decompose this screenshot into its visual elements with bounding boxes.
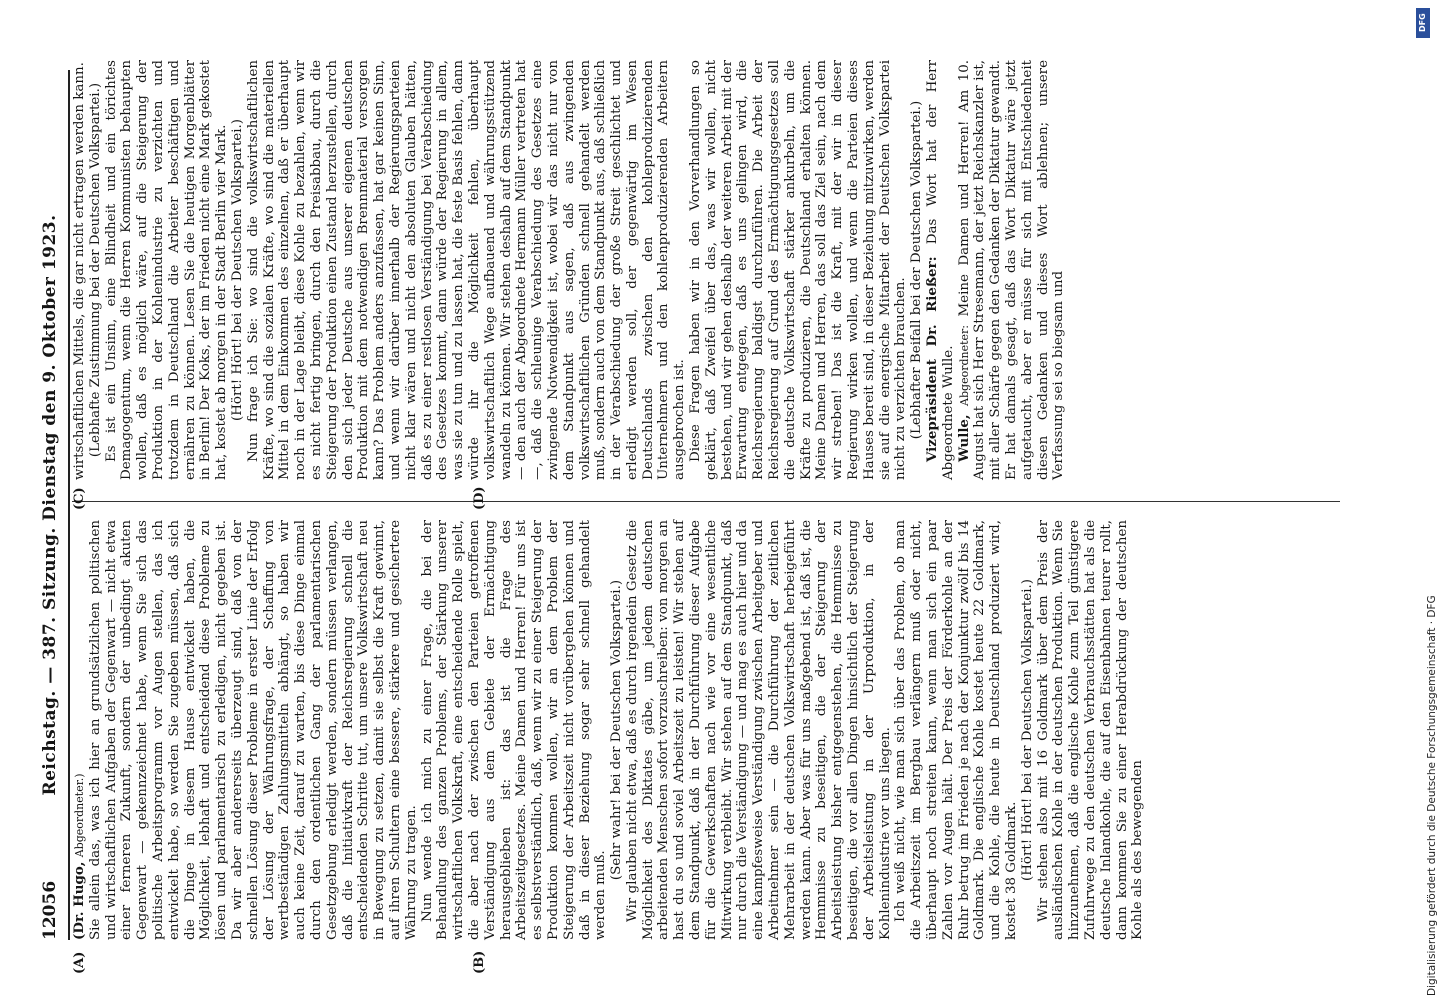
margin-letter-b: (B)	[472, 950, 487, 974]
paragraph-text: (Hört! Hört! bei der Deutschen Volkspartei.)	[1019, 579, 1035, 881]
column-divider	[72, 501, 1340, 502]
paragraph-text: Ich weiß nicht, wie man sich über das Problem, ob man die Arbeitszeit im Bergbau verlängern muß oder nicht, überhaupt noch streiten kann, wenn man sich ein paar Zahlen vor Augen hält. Der Preis der Förderkohle an der Ruhr betrug im Frieden je nach der Konjunktur zwölf bis 14 Goldmark. Die englische Kohle kostet heute 22 Goldmark, und die Kohle, die heute in Deutschland produziert wird, kostet 38 Goldmark.	[893, 520, 1020, 940]
speaker-role: Abgeordneter:	[957, 325, 971, 406]
paragraph	[1036, 520, 1147, 940]
paragraph-text: (Lebhafter Beifall bei der Deutschen Volkspartei.)	[909, 100, 925, 440]
paragraph	[246, 60, 688, 480]
paragraph-text: wirtschaftlichen Mittels, die gar nicht ertragen werden kann.	[72, 62, 87, 480]
speaker-role: Abgeordneter.)	[73, 773, 86, 858]
paragraph-text: Wir stehen also mit 16 Goldmark über dem Preis der ausländischen Kohle in der deutschen Produktion. Wenn Sie hinzunehmen, daß die englische Kohle zum Teil günstigere Zufuhrwege zu den deutschen Verbrauchsstätten hat als die deutsche Inlandkohle, die auf den Eisenbahnen teurer rollt, dann kommen Sie zu einer Herabdrückung der deutschen Kohle als des bewegenden	[1035, 520, 1146, 940]
margin-letter-c: (C)	[72, 487, 87, 510]
page-header	[34, 70, 70, 940]
speaker-name: (Dr. Hugo,	[71, 861, 87, 940]
speaker-name: Vizepräsident Dr. Rießer:	[924, 256, 941, 462]
paragraph-text: (Sehr wahr! bei der Deutschen Volkspartei.)	[609, 579, 625, 881]
paragraph	[957, 60, 1068, 480]
paragraph	[1020, 520, 1036, 940]
left-column	[72, 520, 1340, 940]
paragraph	[893, 520, 1019, 940]
paragraph-text: (Hört! Hört! bei der Deutschen Volkspartei.)	[229, 119, 245, 421]
right-column	[72, 60, 1340, 480]
dfg-logo: DFG	[1416, 8, 1430, 38]
paragraph-text: Meine Damen und Herren! Am 10. August hat sich Herr Stresemann, der jetzt Reichskanzler ist, mit aller Schärfe gegen den Gedanken der Diktatur gewandt. Er hat damals gesagt, daß das Wort Diktatur wäre jetzt aufgetaucht, aber er müsse für sich mit Entschiedenheit diesen Gedanken und dieses Wort ablehnen; unsere Verfassung sei so biegsam und	[956, 60, 1067, 480]
paragraph-text: (Lebhafte Zustimmung bei der Deutschen Volkspartei.)	[87, 82, 103, 458]
paragraph	[104, 60, 230, 480]
paragraph	[420, 520, 610, 940]
paragraph-text: Wir glauben nicht etwa, daß es durch irgendein Gesetz die Möglichkeit des Diktates gäbe, um jedem deutschen arbeitenden Menschen sofort vorzuschreiben: von morgen an hast du so und soviel Arbeitszeit zu leisten! Wir stehen auf dem Standpunkt, daß in der Durchführung dieser Aufgabe für die Gewerkschaften nach wie vor eine wesentliche Mitwirkung verbleibt. Wir stehen auf dem Standpunkt, daß nur durch die Verständigung — und mag es auch hier und da eine kampfesweise Verständigung zwischen Arbeitgeber und Arbeitnehmer sein — die Durchführung der zeitlichen Mehrarbeit in der deutschen Volkswirtschaft herbeigeführt werden kann. Aber was für uns maßgebend ist, daß ist, die Hemmnisse zu beseitigen, die der Steigerung der Arbeitsleistung bisher entgegenstehen, die Hemmnisse zu beseitigen, die vor allen Dingen hinsichtlich der Steigerung der Arbeitsleistung in der Urproduktion, in der Kohlenindustrie vor uns liegen.	[624, 520, 893, 940]
paragraph	[625, 520, 894, 940]
paragraph-text: Es ist ein Unsinn, eine Blindheit und ein törichtes Demagogentum, wenn die Herren Kommunisten behaupten wollen, daß es möglich wäre, auf die Steigerung der Produktion in der Kohlenindustrie zu verzichten und trotzdem in Deutschland die Arbeiter beschäftigen und ernähren zu können. Lesen Sie die heutigen Morgenblätter in Berlin! Der Koks, der im Frieden nicht eine Mark gekostet hat, kostet ab morgen in der Stadt Berlin vier Mark.	[103, 60, 230, 480]
document-page	[0, 30, 1360, 990]
digitization-note: Digitalisierung gefördert durch die Deutsche Forschungsgemeinschaft · DFG	[1426, 595, 1438, 996]
paragraph	[88, 60, 104, 480]
paragraph	[609, 520, 625, 940]
paragraph	[230, 60, 246, 480]
paragraph	[88, 520, 420, 940]
speaker-name: Wulle,	[955, 414, 972, 462]
paragraph	[72, 520, 88, 940]
paragraph-text: Das Wort hat der Herr Abgeordnete Wulle.	[925, 60, 956, 480]
page-number: 12056	[40, 880, 60, 940]
margin-letter-d: (D)	[472, 486, 487, 510]
paragraph-text: Sie allein das, was ich hier an grundsätzlichen politischen und wirtschaftlichen Aufgaben der Gegenwart — nicht etwa einer ferneren Zukunft, sondern der unbedingt akuten Gegenwart — gekennzeichnet habe, wenn Sie sich das politische Arbeitsprogramm vor Augen stellen, das ich entwickelt habe, so werden Sie zugeben müssen, daß sich die Dinge in diesem Hause entwickelt haben, die Möglichkeit, lebhaft und entscheidend diese Probleme zu lösen und parlamentarisch zu erledigen, nicht gegeben ist. Da wir aber andererseits überzeugt sind, daß von der schnellen Lösung dieser Probleme in erster Linie der Erfolg der Lösung der Währungsfrage, der Schaffung von wertbeständigen Zahlungsmitteln abhängt, so haben wir auch keine Zeit, darauf zu warten, bis diese Dinge einmal durch den ordentlichen Gang der parlamentarischen Gesetzgebung erledigt werden, sondern müssen verlangen, daß die Initiativkraft der Reichsregierung schnell die entscheidenden Schritte tut, um unsere Volkswirtschaft neu in Bewegung zu setzen, damit sie selbst die Kraft gewinnt, auf ihren Schultern eine bessere, stärkere und gesichertere Währung zu tragen.	[87, 520, 419, 940]
margin-letter-a: (A)	[72, 951, 87, 974]
paragraph-text: Nun frage ich Sie: wo sind die volkswirtschaftlichen Kräfte, wo sind die sozialen Kräfte, wo sind die materiellen Mittel in dem Einkommen des einzelnen, daß er überhaupt noch in der Lage bleibt, diese Kohle zu bezahlen, wenn wir es nicht fertig bringen, durch den Preisabbau, durch die Steigerung der Produktion einen Zustand herzustellen, durch den sich jeder Deutsche aus unserer eigenen deutschen Produktion mit dem notwendigen Brennmaterial versorgen kann? Das Problem anders anzufassen, hat gar keinen Sinn, und wenn wir darüber innerhalb der Regierungsparteien nicht klar wären und nicht den absoluten Glauben hätten, daß es zu einer restlosen Verständigung bei Verabschiedung des Gesetzes kommt, dann würde der Regierung in allem, was sie zu tun und zu lassen hat, die feste Basis fehlen, dann würde ihr die Möglichkeit fehlen, überhaupt volkswirtschaftlich Wege aufbauend und währungsstützend wandeln zu können. Wir stehen deshalb auf dem Standpunkt — den auch der Abgeordnete Hermann Müller vertreten hat —, daß die schleunige Verabschiedung des Gesetzes eine zwingende Notwendigkeit ist, wobei wir das nicht nur von dem Standpunkt aus sagen, daß aus zwingenden volkswirtschaftlichen Gründen schnell gehandelt werden muß, sondern auch von dem Standpunkt aus, daß schließlich in der Verabschiedung der große Streit geschlichtet und erledigt werden soll, der gegenwärtig im Wesen Deutschlands zwischen den kohleproduzierenden Unternehmern und den kohlenproduzierenden Arbeitern ausgebrochen ist.	[245, 60, 688, 480]
paragraph	[909, 60, 925, 480]
paragraph-text: Nun wende ich mich zu einer Frage, die bei der Behandlung des ganzen Problems, der Stärkung unserer wirtschaftlichen Volkskraft, eine entscheidende Rolle spielt, die aber nach der zwischen den Parteien getroffenen Verständigung aus dem Gebiete der Ermächtigung herausgeblieben ist: das ist die Frage des Arbeitszeitgesetzes. Meine Damen und Herren! Für uns ist es selbstverständlich, daß, wenn wir zu einer Steigerung der Produktion kommen wollen, wir an dem Problem der Steigerung der Arbeitszeit nicht vorübergehen können und daß in dieser Beziehung sogar sehr schnell gehandelt werden muß.	[419, 520, 609, 940]
text-columns	[71, 60, 1340, 974]
paragraph	[688, 60, 909, 480]
paragraph	[72, 60, 88, 480]
page-title: Reichstag. — 387. Sitzung. Dienstag den 9. Oktober 1923.	[40, 214, 60, 796]
paragraph	[925, 60, 957, 480]
paragraph-text: Diese Fragen haben wir in den Vorverhandlungen so geklärt, daß Zweifel über das, was wir wollen, nicht bestehen, und wir gehen deshalb der weiteren Arbeit mit der Erwartung entgegen, daß es uns gelingen wird, die Reichsregierung baldigst durchzuführen. Die Arbeit der Reichsregierung auf Grund des Ermächtigungsgesetzes soll die deutsche Volkswirtschaft stärker ankurbeln, um die Kräfte zu produzieren, die Deutschland erhalten können. Meine Damen und Herren, das soll das Ziel sein, nach dem wir streben! Das ist die Kraft, mit der wir in dieser Regierung wirken wollen, und wenn die Parteien dieses Hauses bereit sind, in dieser Beziehung mitzuwirken, werden sie auf die energische Mitarbeit der Deutschen Volkspartei nicht zu verzichten brauchen.	[688, 60, 909, 480]
